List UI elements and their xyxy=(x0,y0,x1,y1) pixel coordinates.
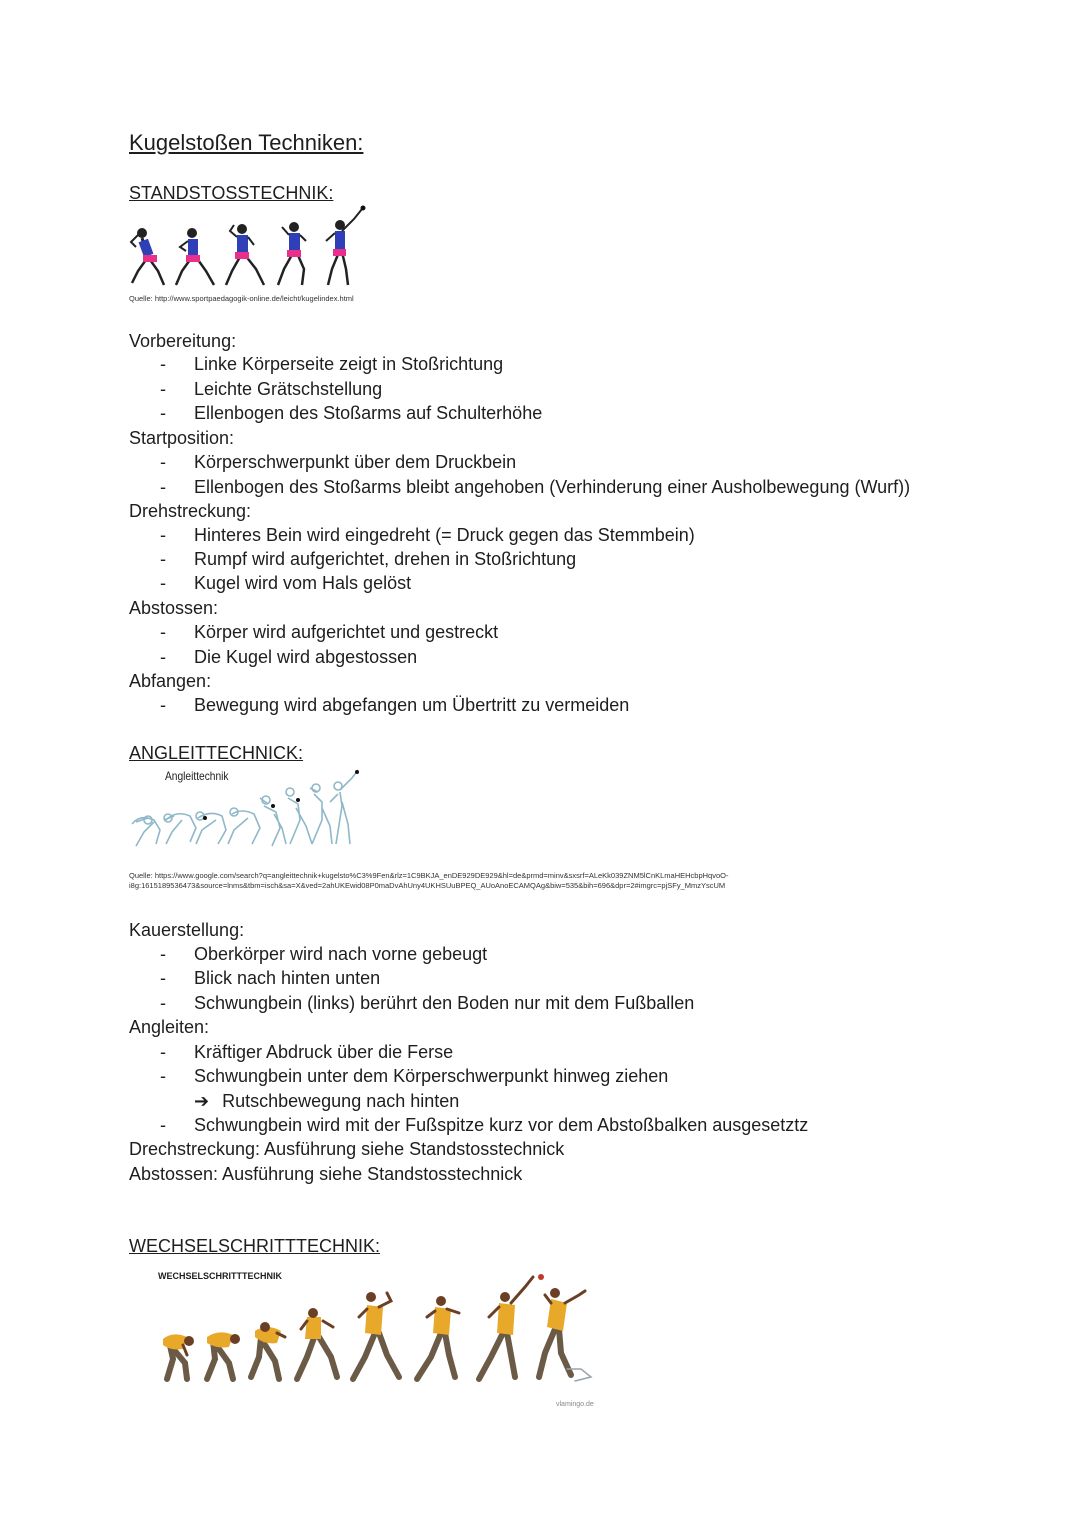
wechselschritt-illustration xyxy=(155,1275,600,1395)
standstoss-source: Quelle: http://www.sportpaedagogik-online.de/leicht/kugelindex.html xyxy=(129,294,354,303)
stand-figure-3 xyxy=(226,224,264,285)
arrow-right-icon: ➔ xyxy=(194,1091,210,1111)
stand-figure-2 xyxy=(176,228,214,285)
note-abstossen: Abstossen: Ausführung siehe Standstosstechnick xyxy=(129,1164,523,1184)
wechsel-image-caption: WECHSELSCHRITTTECHNIK xyxy=(158,1271,282,1281)
group-label: Startposition: xyxy=(129,428,235,448)
group-label: Vorbereitung: xyxy=(129,331,237,351)
section-heading-wechselschritt: WECHSELSCHRITTTECHNIK: xyxy=(129,1236,381,1256)
group-label: Abstossen: xyxy=(129,598,219,618)
section-heading-standstoss: STANDSTOSSTECHNIK: xyxy=(129,183,334,203)
group-label: Kauerstellung: xyxy=(129,920,245,940)
angleit-source-line-1: Quelle: https://www.google.com/search?q=angleittechnik+kugelsto%C3%9Fen&rlz=1C9BKJA_enDE929DE929&hl=de&prmd=minv&sxsrf=ALeKk039ZNM5lCnKLmaHEHcbpHqvoO- xyxy=(129,871,729,880)
angleit-illustration xyxy=(128,768,363,858)
standstoss-illustration xyxy=(128,205,378,295)
group-label: Angleiten: xyxy=(129,1017,210,1037)
angleit-source-line-2: i8g:1615189536473&source=lnms&tbm=isch&sa=X&ved=2ahUKEwid08P0maDvAhUny4UKHSUuBPEQ_AUoAnoECAMQAg&biw=535&bih=696&dpr=2#imgrc=pjSFy_MmzYscUM xyxy=(129,881,726,890)
section-heading-angleit: ANGLEITTECHNICK: xyxy=(129,743,304,763)
stand-figure-1 xyxy=(131,228,164,285)
arrow-item: ➔ Rutschbewegung nach hinten xyxy=(194,1091,460,1111)
page-title: Kugelstoßen Techniken: xyxy=(129,130,364,155)
group-label: Drehstreckung: xyxy=(129,501,252,521)
stand-figure-5 xyxy=(326,206,366,286)
angleit-image-caption: Angleittechnik xyxy=(165,769,229,783)
note-drehstreckung: Drechstreckung: Ausführung siehe Standstosstechnick xyxy=(129,1139,565,1159)
stand-figure-4 xyxy=(278,222,306,285)
group-label: Abfangen: xyxy=(129,671,212,691)
wechsel-watermark: vlamingo.de xyxy=(556,1401,594,1408)
